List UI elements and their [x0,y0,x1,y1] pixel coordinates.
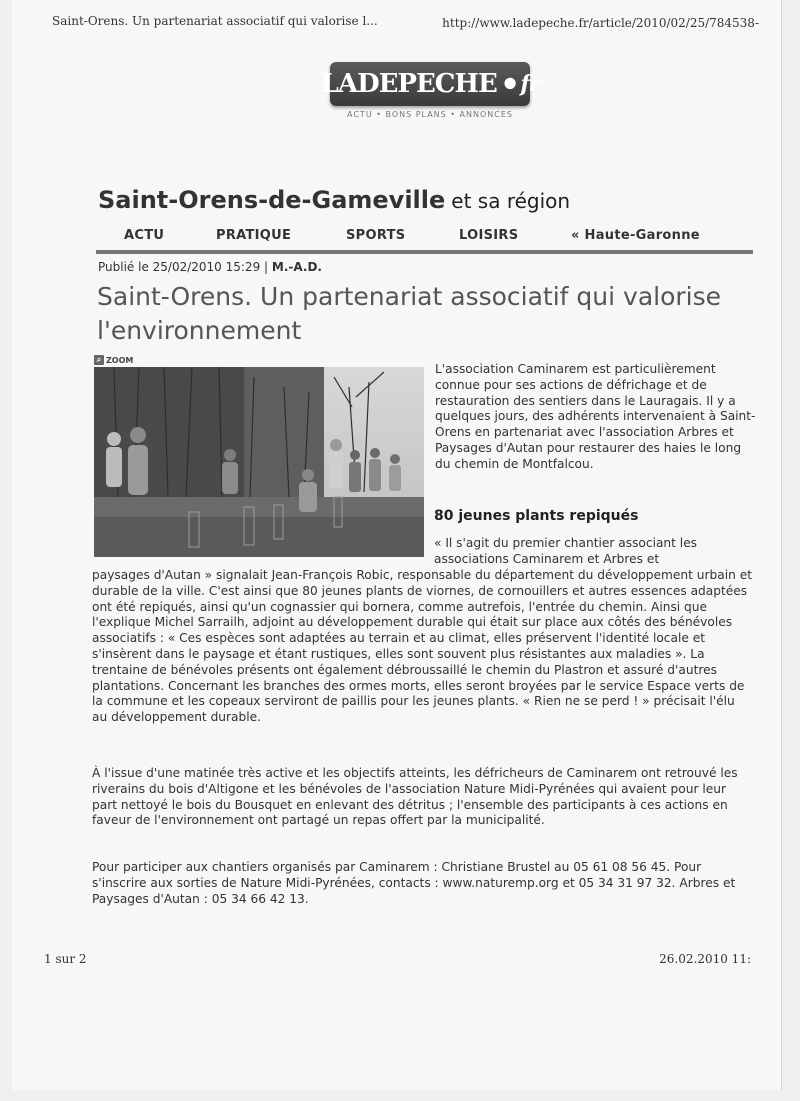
print-header-title: Saint-Orens. Un partenariat associatif qui valorise l... [52,14,378,28]
nav-item-sports[interactable]: SPORTS [346,228,406,243]
print-date: 26.02.2010 11: [659,952,751,966]
nav-item-haute-garonne[interactable]: « Haute-Garonne [571,228,700,243]
article-meta [98,260,322,274]
nav-item-actu[interactable]: ACTU [124,228,165,243]
zoom-button[interactable] [94,354,424,366]
article-paragraph-2-start: « Il s'agit du premier chantier associant les associations Caminarem et Arbres et [434,536,698,566]
logo-tagline: ACTU • BONS PLANS • ANNONCES [347,110,513,119]
article-subhead: 80 jeunes plants repiqués [434,508,639,524]
region-heading [98,186,570,214]
logo-name: LADEPECHE [320,69,497,99]
region-suffix: et sa région [451,189,571,213]
print-header [52,14,759,34]
article-paragraph-2: paysages d'Autan » signalait Jean-François Robic, responsable du département du développement urbain et durable de la ville. C'est ainsi que 80 jeunes plants de viornes, de cornouillers et autres essences adaptées ont été repiqués, ainsi qu'un cognassier qui bornera, comme autrefois, l'entrée du chemin. Ainsi que l'explique Michel Sarrailh, adjoint au développement durable qui était sur place aux côtés des bénévoles associatifs : « Ces espèces sont adaptées au terrain et au climat, elles préservent l'identité locale et s'insèrent dans le paysage et étant rustiques, elles sont souvent plus résistantes aux maladies ». La trentaine de bénévoles présents ont également débroussaillé le chemin du Plastron et assuré d'autres plantations. Concernant les branches des ormes morts, elles seront broyées par le service Espace verts de la commune et les copeaux serviront de paillis pour les jeunes plants. « Rien ne se perd ! » précisait l'élu au développement durable. [92,568,752,725]
site-logo[interactable] [320,62,540,119]
article-paragraph-4: Pour participer aux chantiers organisés par Caminarem : Christiane Brustel au 05 61 08 56 45. Pour s'inscrire aux sorties de Nature Midi-Pyrénées, contacts : www.naturemp.org et 05 34 31 97 32. Arbres et Paysages d'Autan : 05 34 66 42 13. [92,860,736,906]
logo-dot: • [499,65,520,103]
print-page-number: 1 sur 2 [44,952,87,966]
article-intro: L'association Caminarem est particulièrement connue pour ses actions de défrichage et de restauration des sentiers dans le Lauragais. Il y a quelques jours, des adhérents intervenaient à Saint-Orens en partenariat avec l'association Arbres et Paysages d'Autan pour restaurer des haies le long du chemin de Montfalcou. [435,362,756,471]
magnifier-icon: ⌕ [94,355,104,365]
logo-plate[interactable] [320,62,540,106]
volunteers-photo[interactable] [94,367,424,557]
section-nav [96,224,753,254]
region-title: Saint-Orens-de-Gameville [98,186,446,214]
article-photo [94,354,424,557]
nav-item-pratique[interactable]: PRATIQUE [216,228,292,243]
publish-date: Publié le 25/02/2010 15:29 | [98,260,269,274]
article-headline: Saint-Orens. Un partenariat associatif qui valorise l'environnement [97,282,722,345]
article-paragraph-3: À l'issue d'une matinée très active et les objectifs atteints, les défricheurs de Caminarem ont retrouvé les riverains du bois d'Altigone et les bénévoles de l'association Nature Midi-Pyrénées qui avaient pour leur part nettoyé le bois du Bousquet en enlevant des détritus ; l'ensemble des participants à ces actions en faveur de l'environnement ont partagé un repas offert par la municipalité. [92,766,738,828]
logo-tld: fr [520,71,540,97]
printed-page [12,0,782,1090]
nav-item-loisirs[interactable]: LOISIRS [459,228,519,243]
print-header-url: http://www.ladepeche.fr/article/2010/02/25/784538- [442,16,759,30]
zoom-label: ZOOM [106,355,134,365]
article-author: M.-A.D. [271,260,322,274]
